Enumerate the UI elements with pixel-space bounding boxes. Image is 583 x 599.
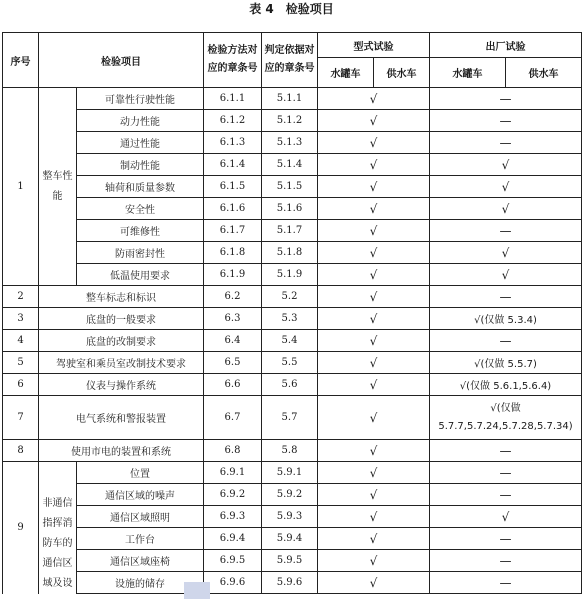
table-row xyxy=(3,88,582,110)
row-number: 4 xyxy=(3,330,39,352)
group-1-body xyxy=(3,88,582,286)
table-row xyxy=(3,330,582,352)
item-name: 通信区域照明 xyxy=(77,506,204,528)
table-row xyxy=(3,132,582,154)
factory-test-mark: — xyxy=(430,462,582,484)
factory-test-mark: √(仅做 5.7.7,5.7.24,5.7.28,5.7.34) xyxy=(430,396,582,440)
type-test-mark: √ xyxy=(318,88,430,110)
header-type-tank: 水罐车 xyxy=(318,58,374,88)
table-row xyxy=(3,440,582,462)
header-seq: 序号 xyxy=(3,33,39,88)
basis-clause: 5.4 xyxy=(262,330,318,352)
single-rows-body xyxy=(3,286,582,462)
table-row xyxy=(3,484,582,506)
inspection-table xyxy=(2,32,582,594)
type-test-mark: √ xyxy=(318,572,430,594)
method-clause: 6.1.2 xyxy=(204,110,262,132)
method-clause: 6.9.4 xyxy=(204,528,262,550)
header-factory-tank: 水罐车 xyxy=(430,58,506,88)
factory-test-mark: √ xyxy=(430,264,582,286)
basis-clause: 5.1.3 xyxy=(262,132,318,154)
basis-clause: 5.6 xyxy=(262,374,318,396)
table-row xyxy=(3,154,582,176)
header-item: 检验项目 xyxy=(39,33,204,88)
type-test-mark: √ xyxy=(318,110,430,132)
item-name: 整车标志和标识 xyxy=(39,286,204,308)
basis-clause: 5.9.6 xyxy=(262,572,318,594)
item-name: 安全性 xyxy=(77,198,204,220)
method-clause: 6.1.7 xyxy=(204,220,262,242)
basis-clause: 5.3 xyxy=(262,308,318,330)
basis-clause: 5.9.2 xyxy=(262,484,318,506)
item-name: 通信区域座椅 xyxy=(77,550,204,572)
item-name: 仪表与操作系统 xyxy=(39,374,204,396)
basis-clause: 5.1.7 xyxy=(262,220,318,242)
header-type-supply: 供水车 xyxy=(374,58,430,88)
type-test-mark: √ xyxy=(318,462,430,484)
basis-clause: 5.1.4 xyxy=(262,154,318,176)
type-test-mark: √ xyxy=(318,308,430,330)
type-test-mark: √ xyxy=(318,286,430,308)
factory-test-mark: — xyxy=(430,572,582,594)
factory-test-mark: √(仅做 5.5.7) xyxy=(430,352,582,374)
scan-artifact xyxy=(184,582,210,599)
factory-test-mark: — xyxy=(430,220,582,242)
type-test-mark: √ xyxy=(318,242,430,264)
row-number: 8 xyxy=(3,440,39,462)
row-number: 6 xyxy=(3,374,39,396)
method-clause: 6.1.8 xyxy=(204,242,262,264)
basis-clause: 5.9.4 xyxy=(262,528,318,550)
group-name: 整车性能 xyxy=(39,88,77,286)
method-clause: 6.9.6 xyxy=(204,572,262,594)
factory-test-mark: — xyxy=(430,440,582,462)
header-method: 检验方法对应的章条号 xyxy=(204,33,262,88)
table-row xyxy=(3,572,582,594)
table-row xyxy=(3,264,582,286)
table-row xyxy=(3,220,582,242)
type-test-mark: √ xyxy=(318,330,430,352)
table-row xyxy=(3,528,582,550)
method-clause: 6.9.3 xyxy=(204,506,262,528)
factory-test-mark: — xyxy=(430,286,582,308)
type-test-mark: √ xyxy=(318,528,430,550)
basis-clause: 5.5 xyxy=(262,352,318,374)
method-clause: 6.2 xyxy=(204,286,262,308)
table-row xyxy=(3,374,582,396)
table-row xyxy=(3,110,582,132)
group-9-body xyxy=(3,462,582,594)
factory-test-mark: √ xyxy=(430,176,582,198)
item-name: 工作台 xyxy=(77,528,204,550)
factory-test-mark: — xyxy=(430,88,582,110)
factory-test-mark: — xyxy=(430,110,582,132)
factory-test-mark: √ xyxy=(430,198,582,220)
basis-clause: 5.2 xyxy=(262,286,318,308)
type-test-mark: √ xyxy=(318,440,430,462)
factory-test-mark: — xyxy=(430,484,582,506)
item-name: 底盘的一般要求 xyxy=(39,308,204,330)
method-clause: 6.1.3 xyxy=(204,132,262,154)
item-name: 可维修性 xyxy=(77,220,204,242)
item-name: 低温使用要求 xyxy=(77,264,204,286)
type-test-mark: √ xyxy=(318,220,430,242)
factory-test-mark: — xyxy=(430,550,582,572)
factory-test-mark: √ xyxy=(430,506,582,528)
method-clause: 6.4 xyxy=(204,330,262,352)
type-test-mark: √ xyxy=(318,506,430,528)
basis-clause: 5.1.6 xyxy=(262,198,318,220)
type-test-mark: √ xyxy=(318,154,430,176)
table-row xyxy=(3,352,582,374)
basis-clause: 5.1.2 xyxy=(262,110,318,132)
row-number: 1 xyxy=(3,88,39,286)
type-test-mark: √ xyxy=(318,550,430,572)
row-number: 9 xyxy=(3,462,39,594)
table-row xyxy=(3,550,582,572)
table-row xyxy=(3,308,582,330)
header-factory-test: 出厂试验 xyxy=(430,33,582,58)
row-number: 7 xyxy=(3,396,39,440)
method-clause: 6.9.1 xyxy=(204,462,262,484)
factory-test-mark: — xyxy=(430,330,582,352)
basis-clause: 5.9.3 xyxy=(262,506,318,528)
item-name: 制动性能 xyxy=(77,154,204,176)
table-row xyxy=(3,462,582,484)
type-test-mark: √ xyxy=(318,396,430,440)
item-name: 设施的储存 xyxy=(77,572,204,594)
factory-test-mark: — xyxy=(430,528,582,550)
method-clause: 6.1.5 xyxy=(204,176,262,198)
basis-clause: 5.7 xyxy=(262,396,318,440)
basis-clause: 5.1.1 xyxy=(262,88,318,110)
item-name: 通信区域的噪声 xyxy=(77,484,204,506)
item-name: 使用市电的装置和系统 xyxy=(39,440,204,462)
row-number: 3 xyxy=(3,308,39,330)
method-clause: 6.7 xyxy=(204,396,262,440)
item-name: 轴荷和质量参数 xyxy=(77,176,204,198)
factory-test-mark: √ xyxy=(430,154,582,176)
row-number: 2 xyxy=(3,286,39,308)
header-basis: 判定依据对应的章条号 xyxy=(262,33,318,88)
basis-clause: 5.1.5 xyxy=(262,176,318,198)
basis-clause: 5.9.1 xyxy=(262,462,318,484)
type-test-mark: √ xyxy=(318,352,430,374)
method-clause: 6.3 xyxy=(204,308,262,330)
item-name: 防雨密封性 xyxy=(77,242,204,264)
type-test-mark: √ xyxy=(318,198,430,220)
type-test-mark: √ xyxy=(318,374,430,396)
method-clause: 6.1.4 xyxy=(204,154,262,176)
item-name: 位置 xyxy=(77,462,204,484)
item-name: 电气系统和警报装置 xyxy=(39,396,204,440)
type-test-mark: √ xyxy=(318,264,430,286)
item-name: 动力性能 xyxy=(77,110,204,132)
item-name: 可靠性行驶性能 xyxy=(77,88,204,110)
table-row xyxy=(3,396,582,440)
type-test-mark: √ xyxy=(318,484,430,506)
table-row xyxy=(3,176,582,198)
factory-test-mark: √(仅做 5.3.4) xyxy=(430,308,582,330)
method-clause: 6.8 xyxy=(204,440,262,462)
table-row xyxy=(3,506,582,528)
method-clause: 6.1.6 xyxy=(204,198,262,220)
header-factory-supply: 供水车 xyxy=(506,58,582,88)
factory-test-mark: — xyxy=(430,132,582,154)
table-row xyxy=(3,286,582,308)
factory-test-mark: √(仅做 5.6.1,5.6.4) xyxy=(430,374,582,396)
item-name: 通过性能 xyxy=(77,132,204,154)
method-clause: 6.9.2 xyxy=(204,484,262,506)
factory-test-mark: √ xyxy=(430,242,582,264)
basis-clause: 5.1.9 xyxy=(262,264,318,286)
row-number: 5 xyxy=(3,352,39,374)
header-type-test: 型式试验 xyxy=(318,33,430,58)
method-clause: 6.1.9 xyxy=(204,264,262,286)
group-name: 非通信指挥消防车的通信区域及设 xyxy=(39,462,77,594)
method-clause: 6.5 xyxy=(204,352,262,374)
type-test-mark: √ xyxy=(318,132,430,154)
table-title: 表 4 检验项目 xyxy=(249,2,334,16)
table-row xyxy=(3,198,582,220)
basis-clause: 5.9.5 xyxy=(262,550,318,572)
type-test-mark: √ xyxy=(318,176,430,198)
basis-clause: 5.8 xyxy=(262,440,318,462)
item-name: 底盘的改制要求 xyxy=(39,330,204,352)
basis-clause: 5.1.8 xyxy=(262,242,318,264)
item-name: 驾驶室和乘员室改制技术要求 xyxy=(39,352,204,374)
method-clause: 6.6 xyxy=(204,374,262,396)
table-row xyxy=(3,242,582,264)
method-clause: 6.1.1 xyxy=(204,88,262,110)
method-clause: 6.9.5 xyxy=(204,550,262,572)
